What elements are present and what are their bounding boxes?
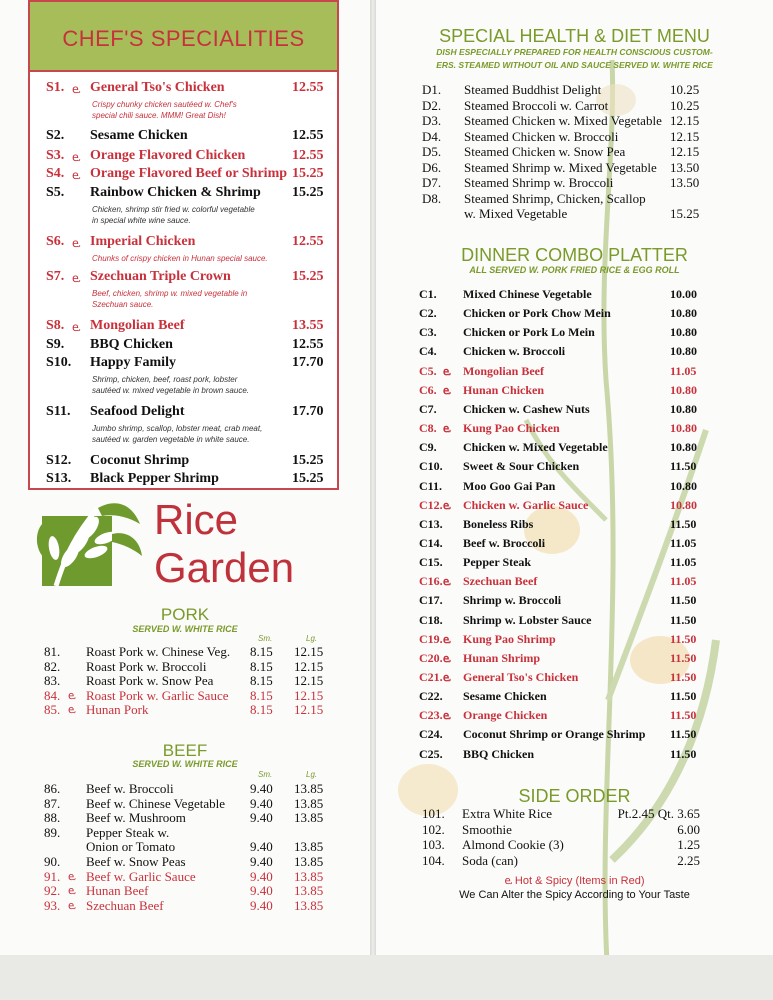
logo-text-garden: Garden — [154, 544, 295, 591]
item-number: D8. — [422, 190, 442, 206]
item-number: C20. — [419, 650, 443, 665]
item-name: Mixed Chinese Vegetable — [463, 287, 592, 301]
item-name: Beef w. Garlic Sauce — [86, 868, 196, 884]
price-small: 9.40 — [250, 868, 273, 884]
item-number: 101. — [422, 806, 445, 821]
item-number: 87. — [44, 795, 61, 811]
item-number: S8. — [46, 318, 65, 333]
item-number: C1. — [419, 287, 437, 301]
price-large: 13.85 — [294, 897, 324, 913]
item-name: w. Mixed Vegetable — [464, 206, 568, 221]
item-name: Pepper Steak — [463, 555, 532, 570]
item-price: 10.25 — [670, 82, 700, 97]
item-name: Steamed Shrimp w. Mixed Vegetable — [464, 159, 657, 175]
item-name: Kung Pao Chicken — [463, 421, 560, 436]
item-price: 15.25 — [292, 269, 324, 284]
price-small: 9.40 — [250, 897, 273, 913]
item-name: Steamed Buddhist Delight — [464, 82, 602, 97]
item-name: Roast Pork w. Garlic Sauce — [86, 687, 229, 703]
bottom-strip — [0, 955, 773, 1000]
item-price: 11.05 — [670, 574, 697, 589]
item-name: Smoothie — [462, 821, 512, 837]
description-line: sautéed w. garden vegetable in white sauce. — [92, 435, 250, 444]
chefs-specialities-box — [28, 0, 339, 490]
item-number: S5. — [46, 185, 65, 200]
rice-garden-logo-icon — [36, 494, 146, 590]
pepper-icon: ⱸ — [504, 875, 512, 887]
item-price: 13.50 — [670, 175, 700, 190]
price-large: 12.15 — [294, 658, 324, 674]
description-line: in special white wine sauce. — [92, 216, 191, 225]
description-line: Chicken, shrimp stir fried w. colorful vegetable — [92, 205, 255, 214]
price-small: 9.40 — [250, 839, 273, 855]
item-name: Steamed Chicken w. Broccoli — [464, 128, 619, 144]
item-name: Coconut Shrimp or Orange Shrimp — [463, 727, 646, 742]
item-number: C7. — [419, 401, 437, 416]
pepper-icon: ⱸ — [72, 271, 81, 285]
item-price: 1.25 — [677, 837, 700, 852]
item-name: Seafood Delight — [90, 404, 185, 419]
chefs-title: CHEF'S SPECIALITIES — [62, 26, 305, 51]
item-name: Boneless Ribs — [463, 516, 534, 531]
price-large: 13.85 — [294, 810, 324, 826]
price-small: 8.15 — [250, 687, 273, 703]
item-name: Mongolian Beef — [463, 363, 544, 378]
item-number: 91. — [44, 868, 61, 884]
item-description — [92, 99, 292, 121]
item-name: Chicken w. Broccoli — [463, 344, 566, 359]
pork-lg-label: Lg. — [306, 634, 318, 643]
item-price: 15.25 — [292, 453, 324, 468]
item-name: Chicken w. Mixed Vegetable — [463, 440, 608, 455]
pepper-icon: ⱸ — [68, 870, 76, 883]
item-price: 12.55 — [292, 80, 324, 95]
item-price: 11.50 — [670, 670, 697, 684]
health-subtitle-1: DISH ESPECIALLY PREPARED FOR HEALTH CONSCIOUS CUSTOM- — [436, 47, 713, 57]
item-name: Onion or Tomato — [86, 839, 176, 855]
chefs-header — [30, 2, 337, 72]
item-number: S10. — [46, 355, 72, 370]
item-price: 12.15 — [670, 113, 700, 128]
item-number: C22. — [419, 689, 443, 704]
pepper-icon: ⱸ — [72, 168, 81, 182]
item-price: 11.50 — [670, 708, 697, 723]
alter-spicy-note: We Can Alter the Spicy According to Your Taste — [459, 889, 690, 901]
item-price: 13.55 — [292, 318, 324, 333]
price-large: 12.15 — [294, 687, 324, 703]
item-price: 13.50 — [670, 159, 700, 175]
item-number: C3. — [419, 325, 437, 340]
item-name: Shrimp w. Broccoli — [463, 593, 562, 608]
item-number: C14. — [419, 535, 443, 550]
item-price: 11.05 — [670, 363, 697, 378]
item-number: D3. — [422, 113, 442, 128]
price-large: 13.85 — [294, 883, 324, 899]
item-name: Chicken or Pork Chow Mein — [463, 306, 611, 321]
item-name: Sweet & Sour Chicken — [463, 459, 580, 474]
price-large: 12.15 — [294, 644, 324, 659]
item-price: 2.25 — [677, 852, 700, 868]
item-number: C17. — [419, 593, 443, 608]
item-number: C24. — [419, 727, 443, 742]
item-price: 10.80 — [670, 478, 697, 493]
hot-spicy-note — [376, 873, 773, 888]
item-name: Orange Flavored Beef or Shrimp — [90, 166, 288, 181]
pepper-icon: ⱸ — [68, 899, 76, 912]
item-name: Roast Pork w. Snow Pea — [86, 673, 214, 689]
item-price: 17.70 — [292, 355, 324, 370]
price-large: 13.85 — [294, 781, 324, 796]
item-number: 83. — [44, 673, 61, 689]
beef-subtitle: SERVED W. WHITE RICE — [132, 759, 238, 769]
item-name: Extra White Rice — [462, 806, 553, 821]
pork-subtitle: SERVED W. WHITE RICE — [132, 624, 238, 634]
item-number: 90. — [44, 854, 61, 869]
item-name: Beef w. Snow Peas — [86, 854, 186, 869]
description-line: Chunks of crispy chicken in Hunan special sauce. — [92, 254, 268, 263]
item-name: Steamed Shrimp, Chicken, Scallop — [464, 190, 646, 206]
price-small: 9.40 — [250, 781, 273, 796]
item-price: 12.15 — [670, 128, 700, 144]
side-title: SIDE ORDER — [518, 786, 631, 806]
price-small: 9.40 — [250, 854, 273, 869]
price-small: 9.40 — [250, 883, 273, 899]
item-number: C6. — [419, 382, 437, 397]
item-number: S4. — [46, 166, 65, 181]
pepper-icon: ⱸ — [443, 672, 451, 684]
item-number: C19. — [419, 631, 443, 646]
pork-sm-label: Sm. — [258, 634, 273, 643]
item-name: Soda (can) — [462, 852, 518, 868]
item-price: Pt.2.45 Qt. 3.65 — [617, 806, 700, 821]
item-number: D6. — [422, 159, 442, 175]
item-name: Kung Pao Shrimp — [463, 631, 556, 646]
item-price: 6.00 — [677, 821, 700, 837]
item-name: Szechuan Triple Crown — [90, 269, 231, 284]
price-small: 8.15 — [250, 673, 273, 689]
left-page — [0, 0, 370, 1000]
item-price: 10.25 — [670, 97, 700, 113]
item-name: General Tso's Chicken — [90, 80, 225, 95]
price-small: 9.40 — [250, 810, 273, 826]
pepper-icon: ⱸ — [443, 652, 451, 665]
item-number: D1. — [422, 82, 442, 97]
item-name: Orange Flavored Chicken — [90, 148, 246, 163]
item-number: S13. — [46, 471, 72, 486]
item-number: S7. — [46, 269, 65, 284]
description-line: special chili sauce. MMM! Great Dish! — [92, 111, 226, 120]
item-description — [92, 204, 292, 226]
item-price: 15.25 — [670, 206, 700, 221]
description-line: Shrimp, chicken, beef, roast pork, lobster — [92, 375, 238, 384]
item-number: 103. — [422, 837, 445, 852]
item-price: 11.05 — [670, 535, 697, 550]
item-number: 104. — [422, 852, 445, 868]
price-large: 13.85 — [294, 854, 324, 869]
item-price: 10.80 — [670, 382, 697, 397]
item-name: Moo Goo Gai Pan — [463, 478, 556, 493]
item-name: Hunan Chicken — [463, 382, 545, 397]
item-price: 12.55 — [292, 128, 324, 143]
item-number: 84. — [44, 687, 61, 703]
item-name: Shrimp w. Lobster Sauce — [463, 612, 592, 627]
item-price: 11.50 — [670, 516, 697, 531]
item-price: 17.70 — [292, 404, 324, 419]
item-number: D5. — [422, 144, 442, 159]
item-price: 11.50 — [670, 727, 697, 742]
item-name: Steamed Chicken w. Mixed Vegetable — [464, 113, 662, 128]
item-number: C11. — [419, 478, 443, 493]
health-subtitle-2: ERS. STEAMED WITHOUT OIL AND SAUCE SERVED W. WHITE RICE — [436, 60, 713, 70]
beef-lg-label: Lg. — [306, 770, 318, 779]
health-title: SPECIAL HEALTH & DIET MENU — [439, 26, 710, 46]
pepper-icon: ⱸ — [443, 423, 451, 436]
pepper-icon: ⱸ — [443, 633, 451, 646]
item-name: Pepper Steak w. — [86, 824, 170, 840]
item-number: C18. — [419, 612, 443, 627]
item-name: Coconut Shrimp — [90, 453, 190, 468]
item-number: 102. — [422, 821, 445, 837]
item-number: 86. — [44, 781, 61, 796]
item-price: 12.55 — [292, 148, 324, 163]
combo-subtitle: ALL SERVED W. PORK FRIED RICE & EGG ROLL — [469, 265, 680, 275]
item-price: 10.80 — [670, 325, 697, 340]
item-name: Steamed Broccoli w. Carrot — [464, 97, 609, 113]
item-price: 10.80 — [670, 497, 697, 512]
item-number: C23. — [419, 708, 443, 723]
item-price: 10.80 — [670, 401, 697, 416]
price-small: 8.15 — [250, 644, 273, 659]
right-page — [376, 0, 773, 1000]
item-name: Happy Family — [90, 355, 176, 370]
beef-sm-label: Sm. — [258, 770, 273, 779]
beef-title: BEEF — [162, 741, 208, 760]
price-large: 13.85 — [294, 795, 324, 811]
item-name: Mongolian Beef — [90, 318, 185, 333]
item-name: Hunan Beef — [86, 883, 149, 899]
item-price: 15.25 — [292, 166, 324, 181]
item-number: C5. — [419, 363, 437, 378]
price-large: 12.15 — [294, 673, 324, 689]
item-number: C4. — [419, 344, 437, 359]
item-price: 10.00 — [670, 287, 697, 301]
item-price: 10.80 — [670, 344, 697, 359]
item-number: 89. — [44, 824, 61, 840]
hot-spicy-label: Hot & Spicy (Items in Red) — [514, 875, 645, 887]
item-number: D4. — [422, 128, 442, 144]
item-number: S6. — [46, 234, 65, 249]
item-name: Steamed Chicken w. Snow Pea — [464, 144, 626, 159]
item-number: C16. — [419, 574, 443, 589]
item-name: Chicken w. Garlic Sauce — [463, 497, 589, 512]
item-price: 10.80 — [670, 306, 697, 321]
item-price: 11.50 — [670, 689, 697, 704]
item-number: C9. — [419, 440, 437, 455]
item-name: Szechuan Beef — [463, 574, 538, 589]
item-price: 10.80 — [670, 421, 697, 436]
item-price: 12.55 — [292, 234, 324, 249]
pepper-icon: ⱸ — [72, 150, 81, 164]
pepper-icon: ⱸ — [443, 710, 451, 723]
item-name: Chicken or Pork Lo Mein — [463, 325, 595, 340]
pepper-icon: ⱸ — [443, 365, 451, 378]
item-number: C2. — [419, 306, 437, 321]
item-name: BBQ Chicken — [463, 746, 535, 761]
item-price: 15.25 — [292, 185, 324, 200]
item-number: C21. — [419, 670, 443, 684]
price-small: 9.40 — [250, 795, 273, 811]
item-price: 11.50 — [670, 593, 697, 608]
item-name: Rainbow Chicken & Shrimp — [90, 185, 261, 200]
item-name: Szechuan Beef — [86, 897, 164, 913]
item-price: 11.50 — [670, 631, 697, 646]
item-price: 11.50 — [670, 612, 697, 627]
price-large: 12.15 — [294, 702, 324, 718]
pork-title: PORK — [160, 605, 210, 624]
item-number: 93. — [44, 897, 61, 913]
pepper-icon: ⱸ — [72, 320, 81, 334]
item-number: S9. — [46, 337, 65, 352]
pepper-icon: ⱸ — [68, 885, 76, 898]
item-description — [92, 423, 292, 445]
item-price: 10.80 — [670, 440, 697, 455]
item-number: C10. — [419, 459, 443, 474]
item-name: Roast Pork w. Broccoli — [86, 658, 207, 674]
item-number: S2. — [46, 128, 65, 143]
item-price: 12.55 — [292, 337, 324, 352]
item-name: Black Pepper Shrimp — [90, 471, 219, 486]
item-description — [92, 253, 292, 264]
price-small: 8.15 — [250, 702, 273, 718]
item-number: C25. — [419, 746, 443, 761]
item-name: Chicken w. Cashew Nuts — [463, 401, 590, 416]
item-name: Hunan Pork — [86, 702, 149, 718]
item-name: General Tso's Chicken — [463, 670, 579, 684]
item-name: Beef w. Broccoli — [86, 781, 174, 796]
item-name: Imperial Chicken — [90, 234, 196, 249]
item-number: S12. — [46, 453, 72, 468]
item-number: 85. — [44, 702, 61, 718]
item-number: C13. — [419, 516, 443, 531]
description-line: Jumbo shrimp, scallop, lobster meat, crab meat, — [92, 424, 263, 433]
logo-text-rice: Rice — [154, 496, 239, 543]
item-number: C15. — [419, 555, 443, 570]
item-price: 12.15 — [670, 144, 700, 159]
item-name: Steamed Shrimp w. Broccoli — [464, 175, 614, 190]
item-number: D2. — [422, 97, 442, 113]
item-name: Orange Chicken — [463, 708, 548, 723]
item-name: Hunan Shrimp — [463, 650, 541, 665]
pepper-icon: ⱸ — [72, 236, 81, 250]
item-number: C12. — [419, 497, 443, 512]
item-number: 81. — [44, 644, 61, 659]
item-name: Beef w. Broccoli — [463, 535, 546, 550]
item-number: 92. — [44, 883, 61, 899]
description-line: sautéed w. mixed vegetable in brown sauce. — [92, 386, 249, 395]
item-number: 88. — [44, 810, 61, 826]
price-small: 8.15 — [250, 658, 273, 674]
description-line: Szechuan sauce. — [92, 300, 154, 309]
item-name: Beef w. Mushroom — [86, 810, 186, 826]
item-name: Almond Cookie (3) — [462, 837, 564, 852]
item-name: Roast Pork w. Chinese Veg. — [86, 644, 231, 659]
pepper-icon: ⱸ — [443, 576, 451, 589]
item-price: 11.50 — [670, 746, 697, 761]
item-price: 15.25 — [292, 471, 324, 486]
pepper-icon: ⱸ — [443, 384, 451, 397]
combo-title: DINNER COMBO PLATTER — [461, 245, 688, 265]
item-price: 11.50 — [670, 650, 697, 665]
price-large: 13.85 — [294, 868, 324, 884]
item-name: Beef w. Chinese Vegetable — [86, 795, 225, 811]
description-line: Crispy chunky chicken sautéed w. Chef's — [92, 100, 237, 109]
item-name: Sesame Chicken — [463, 689, 547, 704]
item-name: Sesame Chicken — [90, 128, 188, 143]
item-number: 82. — [44, 658, 61, 674]
item-description — [92, 374, 292, 396]
item-number: C8. — [419, 421, 437, 436]
description-line: Beef, chicken, shrimp w. mixed vegetable in — [92, 289, 248, 298]
pepper-icon: ⱸ — [443, 499, 451, 512]
pepper-icon: ⱸ — [68, 689, 76, 702]
item-name: BBQ Chicken — [90, 337, 173, 352]
pepper-icon: ⱸ — [68, 704, 76, 717]
item-number: D7. — [422, 175, 442, 190]
item-number: S11. — [46, 404, 71, 419]
item-price: 11.50 — [670, 459, 697, 474]
price-large: 13.85 — [294, 839, 324, 855]
item-number: S1. — [46, 80, 65, 95]
item-price: 11.05 — [670, 555, 697, 570]
item-description — [92, 288, 292, 310]
pepper-icon: ⱸ — [72, 82, 81, 96]
item-number: S3. — [46, 148, 65, 163]
